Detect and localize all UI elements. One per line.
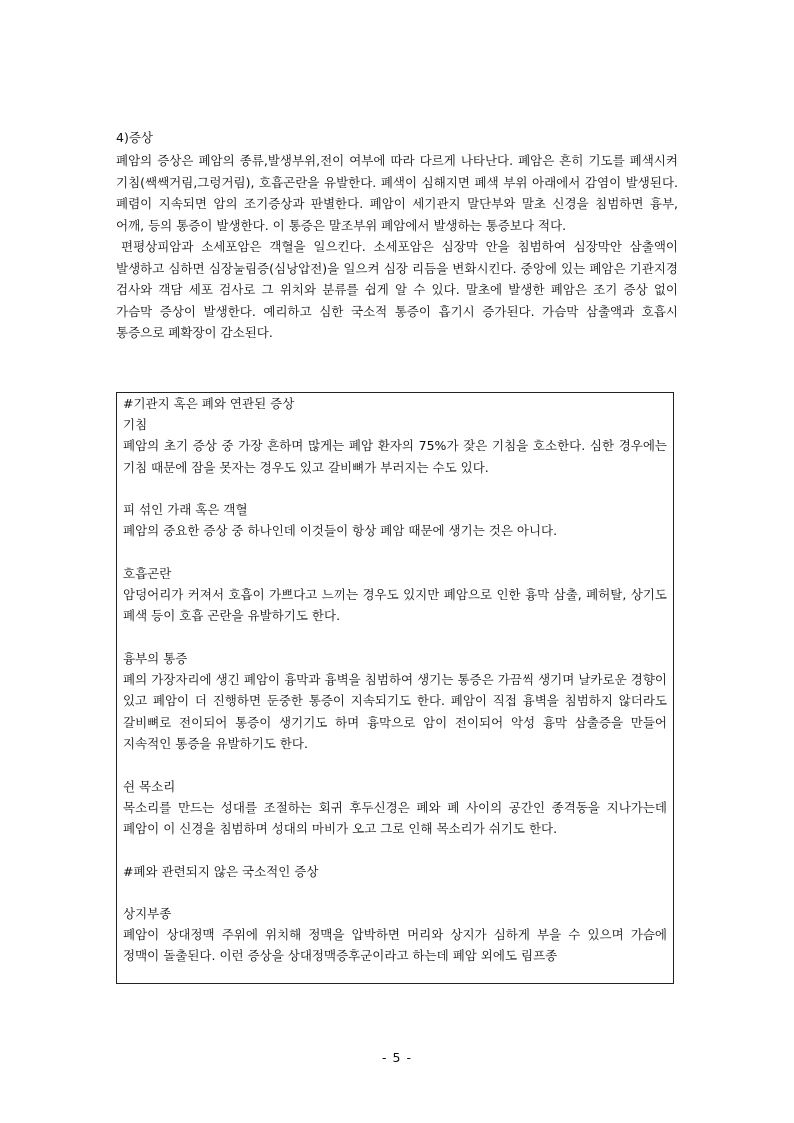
symptom-title: 흉부의 통증 [123,650,188,666]
intro-text [116,150,678,344]
group-heading: #기관지 혹은 폐와 연관된 증상 [123,396,295,411]
symptom-title: 쉰 목소리 [123,778,176,794]
symptom-description: 폐암의 초기 증상 중 가장 흔하며 많게는 폐암 환자의 75%가 잦은 기침을 호소한다. 심한 경우에는 기침 때문에 잠을 못자는 경우도 있고 갈비뼈가 부러지는 수도 있다. [123,438,667,475]
symptom-title: 기침 [123,417,148,432]
symptom-description: 폐암의 중요한 증상 중 하나인데 이것들이 항상 폐암 때문에 생기는 것은 아니다. [123,523,558,538]
symptom-description: 폐암이 상대정맥 주위에 위치해 정맥을 압박하면 머리와 상지가 심하게 부을 수 있으며 가슴에 정맥이 돌출된다. 이런 증상을 상대정맥증후군이라고 하는데 폐암 외에도 림프종 [123,926,667,963]
section-heading: 4)증상 [116,130,153,145]
page-number: - 5 - [382,1050,412,1065]
symptom-title: 피 섞인 가래 혹은 객혈 [123,502,248,517]
symptom-title: 상지부종 [123,905,172,921]
paragraph: 폐암의 증상은 폐암의 종류,발생부위,전이 여부에 따라 다르게 나타난다. 폐암은 흔히 기도를 폐색시켜 기침(쌕쌕거림,그렁거림), 호흡곤란을 유발한다. 폐색이 심해지면 폐색 부위 아래에서 감염이 발생된다. 폐렴이 지속되면 암의 조기증상과 판별한다. 폐암이 세기관지 말단부와 말초 신경을 침범하면 흉부, 어깨, 등의 통증이 발생한다. 이 통증은 말조부위 폐암에서 발생하는 통증보다 적다. [116,153,678,233]
symptom-title: 호흡곤란 [123,565,172,581]
symptom-box [116,392,674,984]
symptom-description: 암덩어리가 커져서 호흡이 가쁘다고 느끼는 경우도 있지만 폐암으로 인한 흉막 삼출, 폐허탈, 상기도 폐색 등이 호흡 곤란을 유발하기도 한다. [123,586,667,623]
group-heading: #폐와 관련되지 않은 국소적인 증상 [123,863,319,879]
symptom-description: 폐의 가장자리에 생긴 폐암이 흉막과 흉벽을 침범하여 생기는 통증은 가끔씩 생기며 날카로운 경향이 있고 폐암이 더 진행하면 둔중한 통증이 지속되기도 한다. 폐암이 직접 흉벽을 침범하지 않더라도 갈비뼈로 전이되어 통증이 생기기도 하며 흉막으로 암이 전이되어 악성 흉막 삼출증을 만들어 지속적인 통증을 유발하기도 한다. [123,671,667,751]
symptom-description: 목소리를 만드는 성대를 조절하는 회귀 후두신경은 폐와 폐 사이의 공간인 종격동을 지나가는데 폐암이 이 신경을 침범하며 성대의 마비가 오고 그로 인해 목소리가 쉬기도 한다. [123,799,667,836]
paragraph: 편평상피암과 소세포암은 객혈을 일으킨다. 소세포암은 심장막 안을 침범하여 심장막안 삼출액이 발생하고 심하면 심장눌림증(심낭압전)을 일으켜 심장 리듬을 변화시킨다. 중앙에 있는 폐암은 기관지경 검사와 객담 세포 검사로 그 위치와 분류를 쉽게 알 수 있다. 말초에 발생한 폐암은 조기 증상 없이 가슴막 증상이 발생한다. 예리하고 심한 국소적 통증이 흡기시 증가된다. 가슴막 삼출액과 호흡시 통증으로 폐확장이 감소된다. [116,239,678,340]
